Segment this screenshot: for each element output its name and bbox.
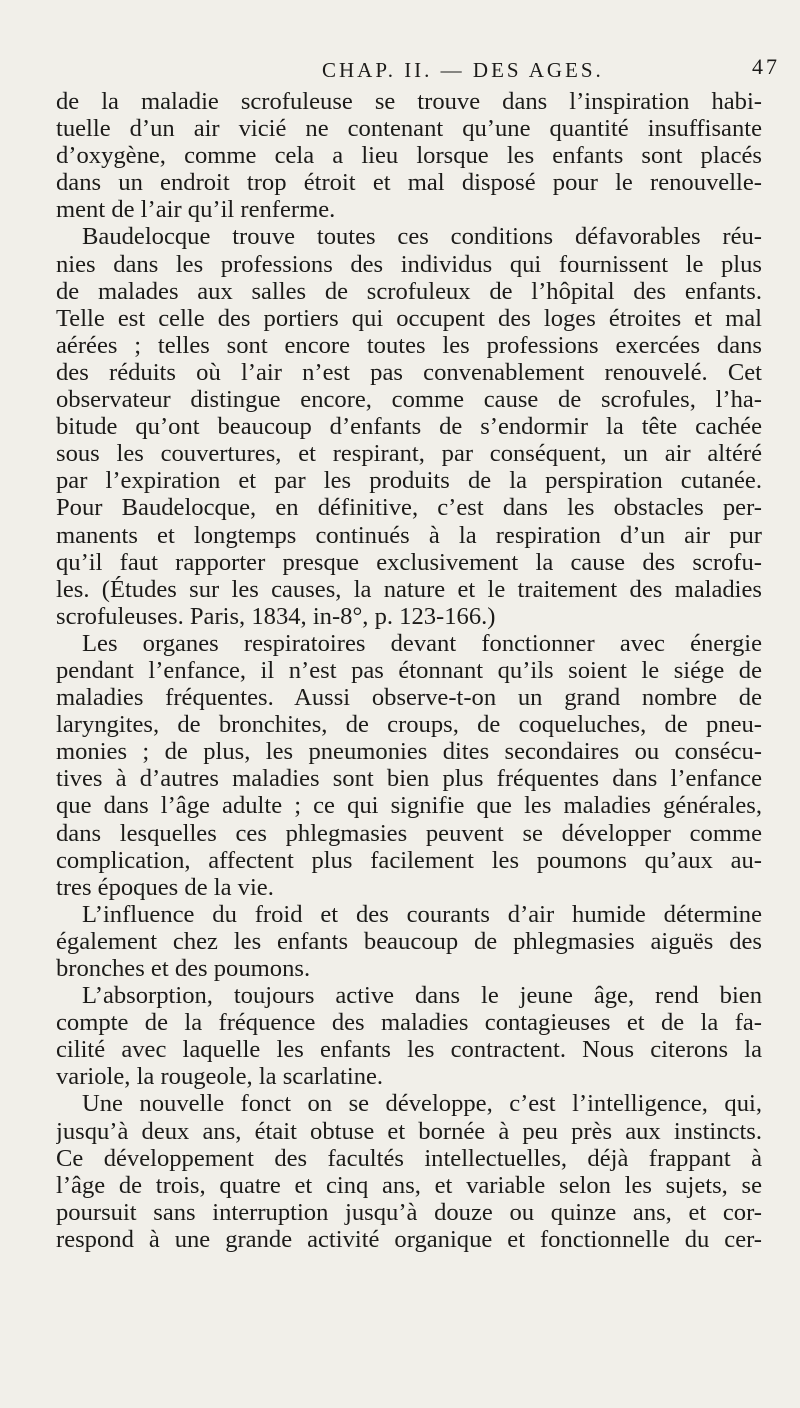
text-line: complication, affectent plus facilement les poumons qu’aux au- <box>56 846 762 874</box>
running-head: CHAP. II. — DES AGES. <box>322 58 604 82</box>
text-line: ment de l’air qu’il renferme. <box>56 196 336 224</box>
text-line: cilité avec laquelle les enfants les contractent. Nous citerons la <box>56 1036 762 1064</box>
text-line: L’absorption, toujours active dans le jeune âge, rend bien <box>82 982 762 1010</box>
text-line: poursuit sans interruption jusqu’à douze ou quinze ans, et cor- <box>56 1198 762 1226</box>
text-line: observateur distingue encore, comme cause de scrofules, l’ha- <box>56 386 762 414</box>
text-line: Pour Baudelocque, en définitive, c’est dans les obstacles per- <box>56 494 762 522</box>
text-line: nies dans les professions des individus qui fournissent le plus <box>56 250 762 278</box>
text-line: dans lesquelles ces phlegmasies peuvent se développer comme <box>56 819 762 847</box>
text-line: Ce développement des facultés intellectuelles, déjà frappant à <box>56 1144 762 1172</box>
text-line: L’influence du froid et des courants d’air humide détermine <box>82 900 762 928</box>
page-header <box>0 54 800 88</box>
text-line: laryngites, de bronchites, de croups, de coqueluches, de pneu- <box>56 711 762 739</box>
text-line: tives à d’autres maladies sont bien plus fréquentes dans l’enfance <box>56 765 762 793</box>
text-line: dans un endroit trop étroit et mal disposé pour le renouvelle- <box>56 169 762 197</box>
text-line: monies ; de plus, les pneumonies dites secondaires ou consécu- <box>56 738 762 766</box>
text-line: scrofuleuses. Paris, 1834, in-8°, p. 123-166.) <box>56 602 496 630</box>
text-line: des réduits où l’air n’est pas convenablement renouvelé. Cet <box>56 358 762 386</box>
text-line: sous les couvertures, et respirant, par conséquent, un air altéré <box>56 440 762 468</box>
text-line: tres époques de la vie. <box>56 873 274 901</box>
text-line: variole, la rougeole, la scarlatine. <box>56 1063 384 1091</box>
text-line: compte de la fréquence des maladies contagieuses et de la fa- <box>56 1009 762 1037</box>
text-line: bitude qu’ont beaucoup d’enfants de s’endormir la tête cachée <box>56 413 762 441</box>
text-line: jusqu’à deux ans, était obtuse et bornée à peu près aux instincts. <box>56 1117 762 1145</box>
text-line: bronches et des poumons. <box>56 955 311 982</box>
text-line: maladies fréquentes. Aussi observe-t-on un grand nombre de <box>56 684 762 712</box>
text-line: aérées ; telles sont encore toutes les professions exercées dans <box>56 331 762 359</box>
text-line: les. (Études sur les causes, la nature et le traitement des maladies <box>56 575 762 603</box>
text-line: que dans l’âge adulte ; ce qui signifie que les maladies générales, <box>56 792 762 820</box>
text-line: Une nouvelle fonct on se développe, c’est l’intelligence, qui, <box>82 1090 762 1118</box>
text-line: respond à une grande activité organique et fonctionnelle du cer- <box>56 1225 762 1253</box>
page-number: 47 <box>752 54 780 79</box>
text-line: l’âge de trois, quatre et cinq ans, et variable selon les sujets, se <box>56 1171 762 1199</box>
text-line: qu’il faut rapporter presque exclusivement la cause des scrofu- <box>56 548 762 576</box>
text-line: Telle est celle des portiers qui occupent des loges étroites et mal <box>56 304 762 332</box>
body-text <box>56 88 762 1253</box>
text-line: par l’expiration et par les produits de la perspiration cutanée. <box>56 467 762 495</box>
text-line: tuelle d’un air vicié ne contenant qu’une quantité insuffisante <box>56 115 762 143</box>
text-line: de la maladie scrofuleuse se trouve dans l’inspiration habi- <box>56 88 762 115</box>
text-line: de malades aux salles de scrofuleux de l’hôpital des enfants. <box>56 277 762 305</box>
text-line: pendant l’enfance, il n’est pas étonnant qu’ils soient le siége de <box>56 656 762 684</box>
text-line: Baudelocque trouve toutes ces conditions défavorables réu- <box>82 223 762 251</box>
text-line: manents et longtemps continués à la respiration d’un air pur <box>56 521 762 549</box>
text-line: également chez les enfants beaucoup de phlegmasies aiguës des <box>56 927 762 955</box>
text-line: Les organes respiratoires devant fonctionner avec énergie <box>82 629 762 657</box>
text-line: d’oxygène, comme cela a lieu lorsque les enfants sont placés <box>56 142 762 170</box>
